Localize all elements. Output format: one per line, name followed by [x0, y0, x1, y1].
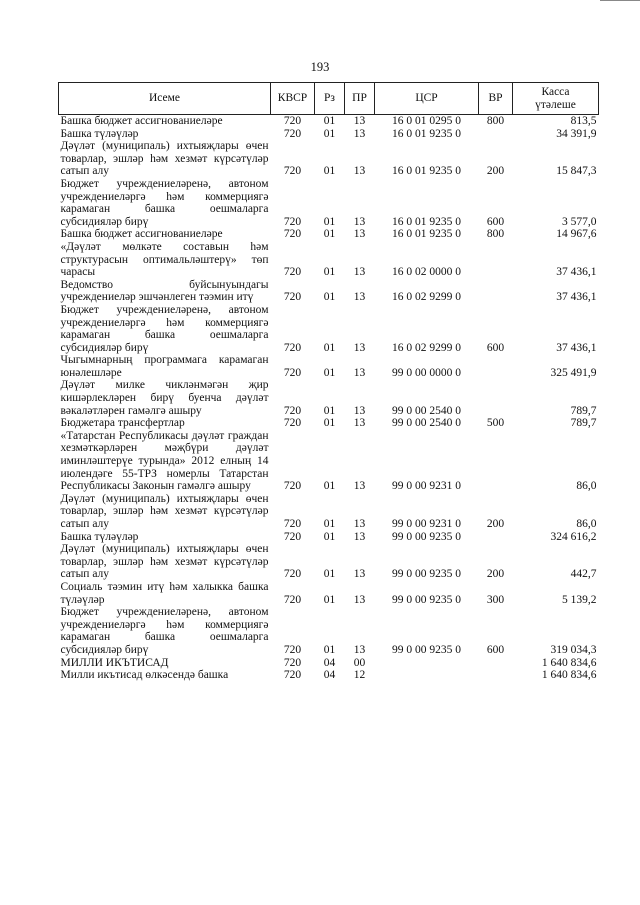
- row-amount: 5 139,2: [562, 593, 597, 606]
- row-kvsr: 720: [283, 417, 302, 430]
- row-csr: 99 0 00 9231 0: [392, 480, 461, 493]
- table-body: [59, 115, 599, 682]
- header-cassa-top: Касса: [541, 85, 570, 98]
- row-pr: 13: [353, 165, 366, 178]
- row-vr: 600: [486, 215, 505, 228]
- row-vr: [479, 531, 513, 544]
- row-name: Дәүләт милке чикләнмәгән җир кишәрлекләрен бирү буенча дәүләт вәкаләтләрен гамәлгә ашыру: [60, 379, 269, 417]
- row-kvsr: 720: [283, 291, 302, 304]
- row-csr: 16 0 01 9235 0: [392, 215, 461, 228]
- row-name: МИЛЛИ ИКЪТИСАД: [60, 656, 169, 669]
- row-amount: 789,7: [570, 404, 597, 417]
- row-pr: 13: [353, 215, 366, 228]
- row-name: Бюджет учреждениеләренә, автоном учреждениеләргә һәм коммерциягә карамаган башка оешмаларга субсидияләр бирү: [60, 606, 269, 656]
- table-row: [59, 228, 599, 241]
- row-name: «Татарстан Республикасы дәүләт граждан хезмәткәрләрен мәҗбүри дәүләт иминләштерүе турында» 2012 елның 14 июлендәге 55-ТРЗ номерлы Татарстан Республикасы Законын гамәлгә ашыру: [60, 429, 269, 493]
- row-csr: 99 0 00 2540 0: [392, 417, 461, 430]
- row-csr: 16 0 01 9235 0: [392, 165, 461, 178]
- row-pr: 13: [353, 127, 366, 140]
- row-kvsr: 720: [283, 530, 302, 543]
- row-pr: 13: [353, 291, 366, 304]
- row-amount: 789,7: [570, 417, 597, 430]
- row-rz: 01: [323, 568, 336, 581]
- row-vr: [479, 430, 513, 493]
- budget-table: [58, 82, 599, 682]
- row-kvsr: 720: [283, 643, 302, 656]
- row-rz: 01: [323, 266, 336, 279]
- table-row: [59, 304, 599, 354]
- row-rz: 01: [323, 480, 336, 493]
- row-amount: 86,0: [576, 480, 597, 493]
- row-pr: 13: [353, 341, 366, 354]
- row-csr: 99 0 00 9235 0: [392, 643, 461, 656]
- table-row: [59, 531, 599, 544]
- row-name: Социаль тәэмин итү һәм халыкка башка түләүләр: [60, 580, 269, 606]
- table-row: [59, 379, 599, 417]
- row-name: Дәүләт (муниципаль) ихтыяҗлары өчен товарлар, эшләр һәм хезмәт күрсәтүләр сатып алу: [60, 140, 269, 178]
- row-kvsr: 720: [283, 480, 302, 493]
- row-rz: 01: [323, 165, 336, 178]
- row-rz: 01: [323, 404, 336, 417]
- row-kvsr: 720: [283, 593, 302, 606]
- row-csr: 99 0 00 0000 0: [392, 366, 461, 379]
- row-amount: 319 034,3: [550, 643, 597, 656]
- row-vr: 200: [486, 518, 505, 530]
- row-amount: 37 436,1: [556, 341, 597, 354]
- row-kvsr: 720: [283, 568, 302, 581]
- row-csr: 16 0 02 9299 0: [392, 341, 461, 354]
- row-pr: 13: [353, 530, 366, 543]
- row-vr: 600: [486, 341, 505, 354]
- table-row: [59, 493, 599, 531]
- row-amount: 14 967,6: [556, 228, 597, 241]
- row-amount: 813,5: [570, 115, 597, 127]
- header-name: Исеме: [59, 83, 271, 115]
- row-amount: 3 577,0: [562, 215, 597, 228]
- row-pr: 13: [353, 480, 366, 493]
- row-vr: [479, 279, 513, 304]
- row-rz: 01: [323, 417, 336, 430]
- row-amount: 15 847,3: [556, 165, 597, 178]
- row-vr: 800: [486, 115, 505, 127]
- row-csr: 99 0 00 9235 0: [392, 593, 461, 606]
- row-rz: 01: [323, 215, 336, 228]
- row-pr: 12: [353, 669, 366, 682]
- row-rz: 01: [323, 341, 336, 354]
- row-kvsr: 720: [283, 165, 302, 178]
- header-csr: ЦСР: [375, 83, 479, 115]
- row-vr: 500: [486, 417, 505, 430]
- table-header-row: [59, 83, 599, 115]
- table-row: [59, 543, 599, 581]
- row-name: Дәүләт (муниципаль) ихтыяҗлары өчен товарлар, эшләр һәм хезмәт күрсәтүләр сатып алу: [60, 492, 269, 530]
- row-amount: 1 640 834,6: [541, 669, 597, 682]
- row-amount: 34 391,9: [556, 127, 597, 140]
- row-pr: 13: [353, 228, 366, 241]
- row-vr: [479, 241, 513, 279]
- row-kvsr: 720: [283, 115, 302, 127]
- row-kvsr: 720: [283, 366, 302, 379]
- row-rz: 01: [323, 291, 336, 304]
- row-csr: 16 0 01 9235 0: [392, 228, 461, 241]
- row-name: «Дәүләт мөлкәте составын һәм структурасын оптимальләштерү» төп чарасы: [60, 240, 269, 279]
- table-row: [59, 128, 599, 141]
- row-vr: 300: [486, 593, 505, 606]
- row-vr: 200: [486, 165, 505, 178]
- row-pr: 13: [353, 404, 366, 417]
- row-name: Чыгымнарның программага карамаган юнәлешләре: [60, 354, 269, 379]
- row-kvsr: 720: [283, 266, 302, 279]
- row-pr: 13: [353, 518, 366, 530]
- table-row: [59, 178, 599, 228]
- row-csr: 16 0 02 9299 0: [392, 291, 461, 304]
- scan-edge-mark: [600, 0, 640, 11]
- header-vr: ВР: [479, 83, 513, 115]
- table-row: [59, 581, 599, 606]
- row-pr: 13: [353, 643, 366, 656]
- row-pr: 00: [353, 656, 366, 669]
- row-kvsr: 720: [283, 404, 302, 417]
- row-pr: 13: [353, 115, 366, 127]
- row-vr: [479, 379, 513, 417]
- row-amount: 442,7: [570, 568, 597, 581]
- table-row: [59, 241, 599, 279]
- row-vr: 600: [486, 643, 505, 656]
- row-vr: [479, 354, 513, 379]
- row-rz: 01: [323, 518, 336, 530]
- row-rz: 01: [323, 366, 336, 379]
- row-amount: 37 436,1: [556, 266, 597, 279]
- page-number: 193: [310, 60, 330, 74]
- header-cassa-bottom: үтәлеше: [535, 98, 576, 111]
- table-row: [59, 669, 599, 682]
- row-name: Бюджет учреждениеләренә, автоном учреждениеләргә һәм коммерциягә карамаган башка оешмаларга субсидияләр бирү: [60, 177, 269, 228]
- row-kvsr: 720: [283, 341, 302, 354]
- row-pr: 13: [353, 366, 366, 379]
- row-kvsr: 720: [283, 127, 302, 140]
- row-name: Бюджет учреждениеләренә, автоном учреждениеләргә һәм коммерциягә карамаган башка оешмаларга субсидияләр бирү: [60, 303, 269, 354]
- row-name: Башка бюджет ассигнованиеләре: [60, 228, 223, 241]
- header-pr: ПР: [345, 83, 375, 115]
- row-vr: 800: [486, 228, 505, 241]
- row-csr: 16 0 01 9235 0: [392, 127, 461, 140]
- row-kvsr: 720: [283, 656, 302, 669]
- row-csr: 99 0 00 9235 0: [392, 530, 461, 543]
- table-row: [59, 279, 599, 304]
- header-kvsr: КВСР: [271, 83, 315, 115]
- row-rz: 01: [323, 115, 336, 127]
- row-amount: 37 436,1: [556, 291, 597, 304]
- row-csr: 16 0 01 0295 0: [392, 115, 461, 127]
- table-row: [59, 354, 599, 379]
- table-row: [59, 417, 599, 430]
- row-name: Дәүләт (муниципаль) ихтыяҗлары өчен товарлар, эшләр һәм хезмәт күрсәтүләр сатып алу: [60, 543, 269, 581]
- row-rz: 01: [323, 228, 336, 241]
- row-amount: 325 491,9: [550, 366, 597, 379]
- row-pr: 13: [353, 417, 366, 430]
- table-row: [59, 430, 599, 493]
- table-row: [59, 115, 599, 128]
- row-csr: [375, 657, 479, 670]
- table-row: [59, 657, 599, 670]
- row-kvsr: 720: [283, 215, 302, 228]
- row-pr: 13: [353, 568, 366, 581]
- row-csr: [375, 669, 479, 682]
- row-kvsr: 720: [283, 228, 302, 241]
- row-vr: 200: [486, 568, 505, 581]
- row-csr: 99 0 00 2540 0: [392, 404, 461, 417]
- row-amount: 1 640 834,6: [541, 656, 597, 669]
- table-row: [59, 606, 599, 656]
- row-rz: 01: [323, 593, 336, 606]
- row-csr: 99 0 00 9235 0: [392, 568, 461, 581]
- row-kvsr: 720: [283, 518, 302, 530]
- row-amount: 324 616,2: [550, 530, 597, 543]
- row-rz: 01: [323, 643, 336, 656]
- row-name: Башка түләүләр: [60, 530, 139, 543]
- header-rz: Рз: [315, 83, 345, 115]
- row-csr: 99 0 00 9231 0: [392, 518, 461, 530]
- table-row: [59, 140, 599, 178]
- row-name: Башка бюджет ассигнованиеләре: [60, 115, 223, 127]
- row-vr: [479, 669, 513, 682]
- row-vr: [479, 657, 513, 670]
- row-rz: 04: [323, 656, 336, 669]
- row-csr: 16 0 02 0000 0: [392, 266, 461, 279]
- row-pr: 13: [353, 593, 366, 606]
- header-cassa: [513, 83, 599, 115]
- row-kvsr: 720: [283, 669, 302, 682]
- row-name: Башка түләүләр: [60, 127, 139, 140]
- row-vr: [479, 128, 513, 141]
- row-rz: 01: [323, 530, 336, 543]
- row-name: Бюджетара трансфертлар: [60, 417, 185, 430]
- row-amount: 86,0: [576, 518, 597, 530]
- row-name: Милли икътисад өлкәсендә башка: [60, 669, 229, 682]
- row-name: Ведомство буйсынуындагы учреждениеләр эшчәнлеген тәэмин итү: [60, 278, 269, 304]
- row-rz: 04: [323, 669, 336, 682]
- row-rz: 01: [323, 127, 336, 140]
- row-pr: 13: [353, 266, 366, 279]
